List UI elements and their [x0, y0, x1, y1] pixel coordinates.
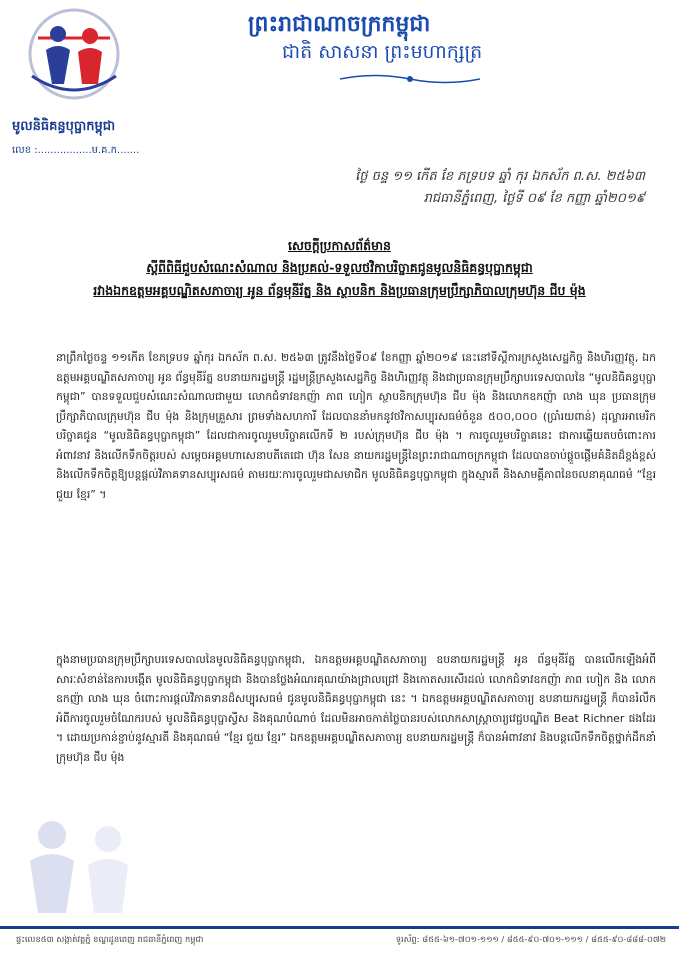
body-paragraph-1: នាព្រឹកថ្ងៃចន្ទ ១១កើត ខែភទ្របទ ឆ្នាំកុរ ឯកស័ក ព.ស. ២៥៦៣ ត្រូវនឹងថ្ងៃទី០៩ ខែកញ្ញា ឆ្នាំ២០១៩ នេះនៅទីស្តីការក្រសួងសេដ្ឋកិច្ច និងហិរញ្ញវត្ថុ, ឯកឧត្តមអគ្គបណ្ឌិតសភាចារ្យ អូន ព័ន្ធមុនីរ័ត្ន ឧបនាយករដ្ឋមន្ត្រី រដ្ឋមន្ត្រីក្រសួងសេដ្ឋកិច្ច និងហិរញ្ញវត្ថុ និងជាប្រធានក្រុមប្រឹក្សាបរទេសបាលនៃ “មូលនិធិគន្ធបុប្ផាកម្ពុជា” បានទទួលជួបសំណេះសំណាលជាមួយ លោកជំទាវឧកញ៉ា ភាព ហៀក ស្ថាបនិកក្រុមហ៊ុន ជីប ម៉ុង និងលោកឧកញ៉ា លាង ឃុន ប្រធានក្រុមប្រឹក្សាភិបាលក្រុមហ៊ុន ជីប ម៉ុង និងក្រុមគ្រួសារ ព្រមទាំងសហការី ដែលបាននាំមកនូវថវិកាសប្បុរសធម៌ចំនួន ៥០០,០០០ (ប្រាំរយពាន់) ដុល្លារអាមេរិក បរិច្ចាគជូន “មូលនិធិគន្ធបុប្ផាកម្ពុជា” ដែលជាការចូលរួមបរិច្ចាគលើកទី ២ របស់ក្រុមហ៊ុន ជីប ម៉ុង ។ ការចូលរួមបរិច្ចាគនេះ ជាការឆ្លើយតបចំពោះការអំពាវនាវ និងលើកទឹកចិត្តរបស់ សម្តេចអគ្គមហាសេនាបតីតេជោ ហ៊ុន សែន នាយករដ្ឋមន្ត្រីនៃព្រះរាជាណាចក្រកម្ពុជា ដែលបានចាប់ផ្តួចផ្តើមគំនិតដ៏ខ្ពង់ខ្ពស់ និងលើកទឹកចិត្តឱ្យបន្តផ្តល់វិភាគទានសប្បុរសធម៌ តាមរយៈការចូលរួមជាសមាជិក មូលនិធិគន្ធបុប្ផាកម្ពុជា ក្នុងស្មារតី និងសាមគ្គីភាពនៃចលនាគុណធម៌ “ខ្មែរ ជួយ ខ្មែរ” ។ — [56, 351, 656, 501]
kingdom-heading: ព្រះរាជាណាចក្រកម្ពុជា — [248, 11, 431, 37]
ornament-divider-icon — [340, 72, 480, 86]
org-name: មូលនិធិគន្ធបុប្ផាកម្ពុជា — [12, 119, 116, 134]
lunar-date: ថ្ងៃ ចន្ទ ១១ កើត ខែ ភទ្របទ ឆ្នាំ កុរ ឯកស័ក ព.ស. ២៥៦៣ — [355, 169, 645, 184]
document-title: សេចក្តីប្រកាសព័ត៌មាន — [288, 238, 391, 253]
footer-divider — [0, 926, 679, 929]
reference-number: លេខ :.................ម.គ.ក....... — [12, 145, 140, 156]
solar-date: រាជធានីភ្នំពេញ, ថ្ងៃទី ០៩ ខែ កញ្ញា ឆ្នាំ២០១៩ — [423, 191, 645, 206]
watermark-figures-icon — [0, 805, 170, 915]
body-paragraph-2: ក្នុងនាមប្រធានក្រុមប្រឹក្សាបរទេសបាលនៃមូលនិធិគន្ធបុប្ផាកម្ពុជា, ឯកឧត្តមអគ្គបណ្ឌិតសភាចារ្យ ឧបនាយករដ្ឋមន្ត្រី អូន ព័ន្ធមុនីរ័ត្ន បានលើកឡើងអំពីសារៈសំខាន់នៃការបង្កើត មូលនិធិគន្ធបុប្ផាកម្ពុជា និងបានថ្លែងអំណរគុណយ៉ាងជ្រាលជ្រៅ និងកោតសរសើរដល់ លោកជំទាវឧកញ៉ា ភាព ហៀក និង លោកឧកញ៉ា លាង ឃុន ចំពោះការផ្តល់វិភាគទានដ៏សប្បុរសធម៌ ជូនមូលនិធិគន្ធបុប្ផាកម្ពុជា នេះ ។ ឯកឧត្តមអគ្គបណ្ឌិតសភាចារ្យ ឧបនាយករដ្ឋមន្ត្រី ក៏បានរំលឹកអំពីការចូលរួមចំណែករបស់ មូលនិធិគន្ធបុប្ផាស្វីស និងគុណបំណាច់ ដែលមិនអាចកាត់ថ្លៃបានរបស់លោកសាស្ត្រាចារ្យវេជ្ជបណ្ឌិត Beat Richner ផងដែរ ។ ដោយប្រកាន់ខ្ជាប់នូវស្មារតី និងគុណធម៌ “ខ្មែរ ជួយ ខ្មែរ” ឯកឧត្តមអគ្គបណ្ឌិតសភាចារ្យ ឧបនាយករដ្ឋមន្ត្រី ក៏បានអំពាវនាវ និងបន្តលើកទឹកចិត្តថ្នាក់ដឹកនាំក្រុមហ៊ុន ជីប ម៉ុង — [56, 653, 656, 764]
document-subtitle-line-1: ស្តីពីពិធីជួបសំណេះសំណាល និងប្រគល់-ទទួលថវិកាបរិច្ចាគជូនមូលនិធិគន្ធបុប្ផាកម្ពុជា — [146, 260, 533, 275]
foundation-logo-icon — [18, 6, 130, 106]
document-subtitle-line-2: រវាងឯកឧត្តមអគ្គបណ្ឌិតសភាចារ្យ អូន ព័ន្ធមុនីរ័ត្ន និង ស្ថាបនិក និងប្រធានក្រុមប្រឹក្សាភិបាលក្រុមហ៊ុន ជីប ម៉ុង — [93, 283, 586, 298]
national-motto: ជាតិ សាសនា ព្រះមហាក្សត្រ — [282, 41, 483, 63]
footer — [16, 934, 666, 947]
footer-address: ផ្ទះលេខ៥៣ សង្កាត់វត្តភ្នំ ខណ្ឌដូនពេញ រាជធានីភ្នំពេញ កម្ពុជា — [16, 934, 204, 944]
footer-phones: ទូរស័ព្ទ: ៨៥៥-៦១-៧០១-១១១ / ៨៥៥-៩០-៧០១-១១១ / ៨៥៥-៩០-៨៨៨-០៧២ — [395, 934, 666, 944]
